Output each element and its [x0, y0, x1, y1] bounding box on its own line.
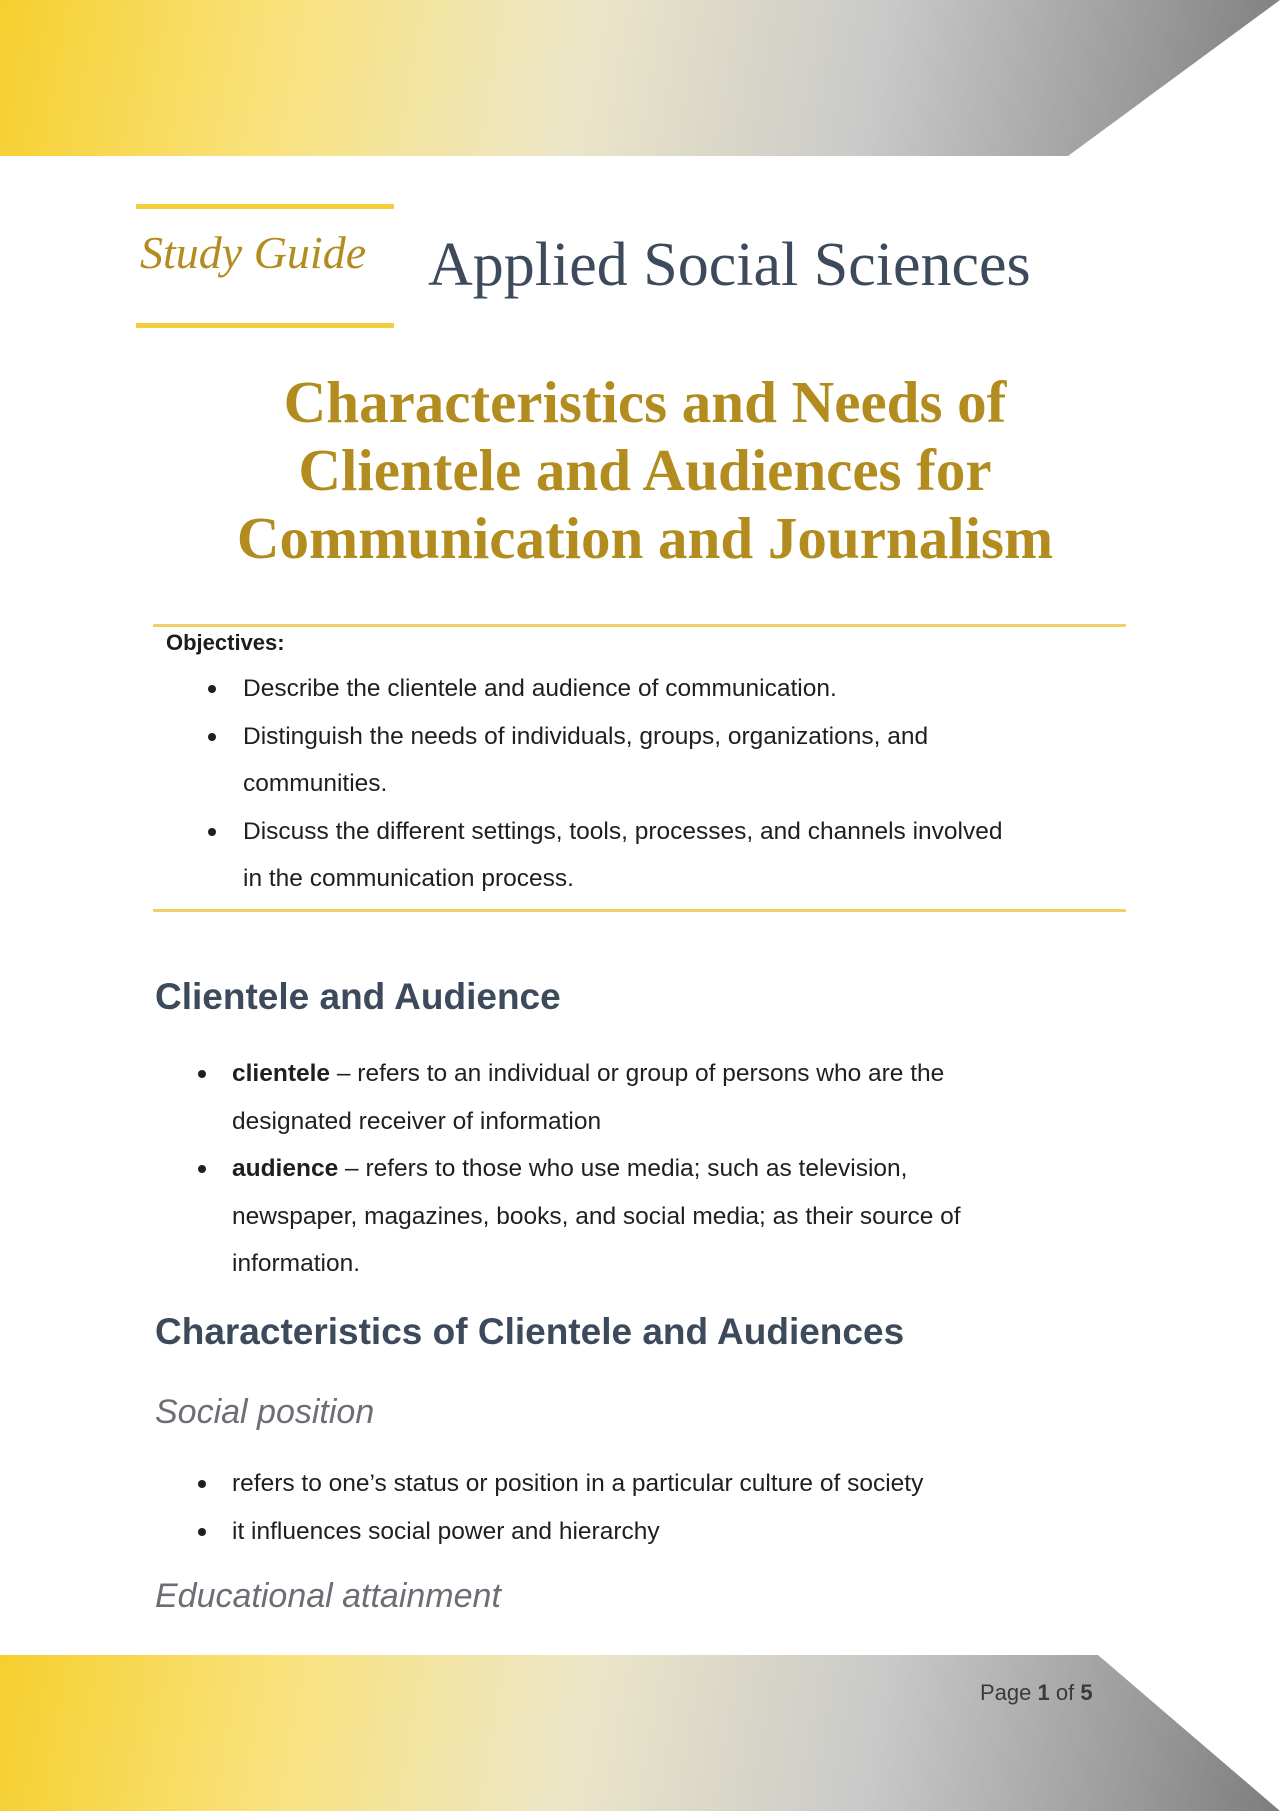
list-item-text: it influences social power and hierarchy — [232, 1517, 660, 1545]
bullet-icon — [208, 828, 216, 836]
definition-text: information. — [232, 1250, 361, 1277]
page-number-of: of — [1049, 1680, 1081, 1705]
list-item — [232, 1145, 1112, 1288]
subject-title: Applied Social Sciences — [428, 231, 1031, 299]
objectives-bottom-rule — [153, 909, 1126, 912]
page-title-line: Clientele and Audiences for — [298, 437, 992, 503]
page-title — [140, 368, 1150, 572]
section-heading: Characteristics of Clientele and Audiences — [155, 1311, 905, 1352]
objectives-top-rule — [153, 624, 1126, 627]
list-item — [243, 713, 1123, 808]
study-guide-bottom-rule — [136, 323, 394, 328]
page-number-total: 5 — [1080, 1680, 1093, 1705]
study-guide-label: Study Guide — [140, 227, 367, 278]
definition-text: designated receiver of information — [232, 1107, 602, 1135]
list-item-text: in the communication process. — [243, 865, 574, 892]
list-item — [243, 808, 1123, 903]
definitions-list — [232, 1050, 1112, 1288]
objectives-list — [243, 665, 1123, 903]
bullet-icon — [198, 1070, 206, 1078]
list-item-text: Discuss the different settings, tools, processes, and channels involved — [243, 817, 1003, 845]
list-item — [232, 1460, 1112, 1508]
page-title-line: Characteristics and Needs of — [283, 369, 1007, 435]
list-item-text: communities. — [243, 770, 388, 797]
list-item — [232, 1050, 1112, 1145]
bullet-icon — [208, 733, 216, 741]
list-item — [232, 1508, 1112, 1556]
page-number — [980, 1680, 1093, 1706]
subsection-heading: Educational attainment — [155, 1577, 501, 1615]
subsection-heading: Social position — [155, 1393, 375, 1431]
list-item — [243, 665, 1123, 713]
page-title-line: Communication and Journalism — [236, 505, 1054, 571]
bullet-icon — [198, 1165, 206, 1173]
list-item-text: refers to one’s status or position in a particular culture of society — [232, 1470, 924, 1497]
bullet-icon — [208, 685, 216, 693]
term-label: audience — [232, 1155, 339, 1182]
list-item-text: Describe the clientele and audience of communication. — [243, 675, 837, 702]
list-item-text: Distinguish the needs of individuals, groups, organizations, and — [243, 722, 929, 750]
bullet-icon — [198, 1528, 206, 1536]
term-label: clientele — [232, 1060, 331, 1087]
social-position-list — [232, 1460, 1112, 1555]
section-heading: Clientele and Audience — [155, 976, 561, 1017]
study-guide-top-rule — [136, 204, 394, 209]
definition-text: newspaper, magazines, books, and social media; as their source of — [232, 1202, 961, 1230]
page-number-prefix: Page — [980, 1680, 1038, 1705]
objectives-label: Objectives: — [166, 630, 285, 655]
bullet-icon — [198, 1480, 206, 1488]
header-decorative-band — [0, 0, 1280, 156]
footer-decorative-band — [0, 1655, 1280, 1811]
definition-text: – refers to an individual or group of persons who are the — [330, 1060, 945, 1087]
definition-text: – refers to those who use media; such as television, — [338, 1155, 908, 1182]
page-number-current: 1 — [1037, 1680, 1050, 1705]
